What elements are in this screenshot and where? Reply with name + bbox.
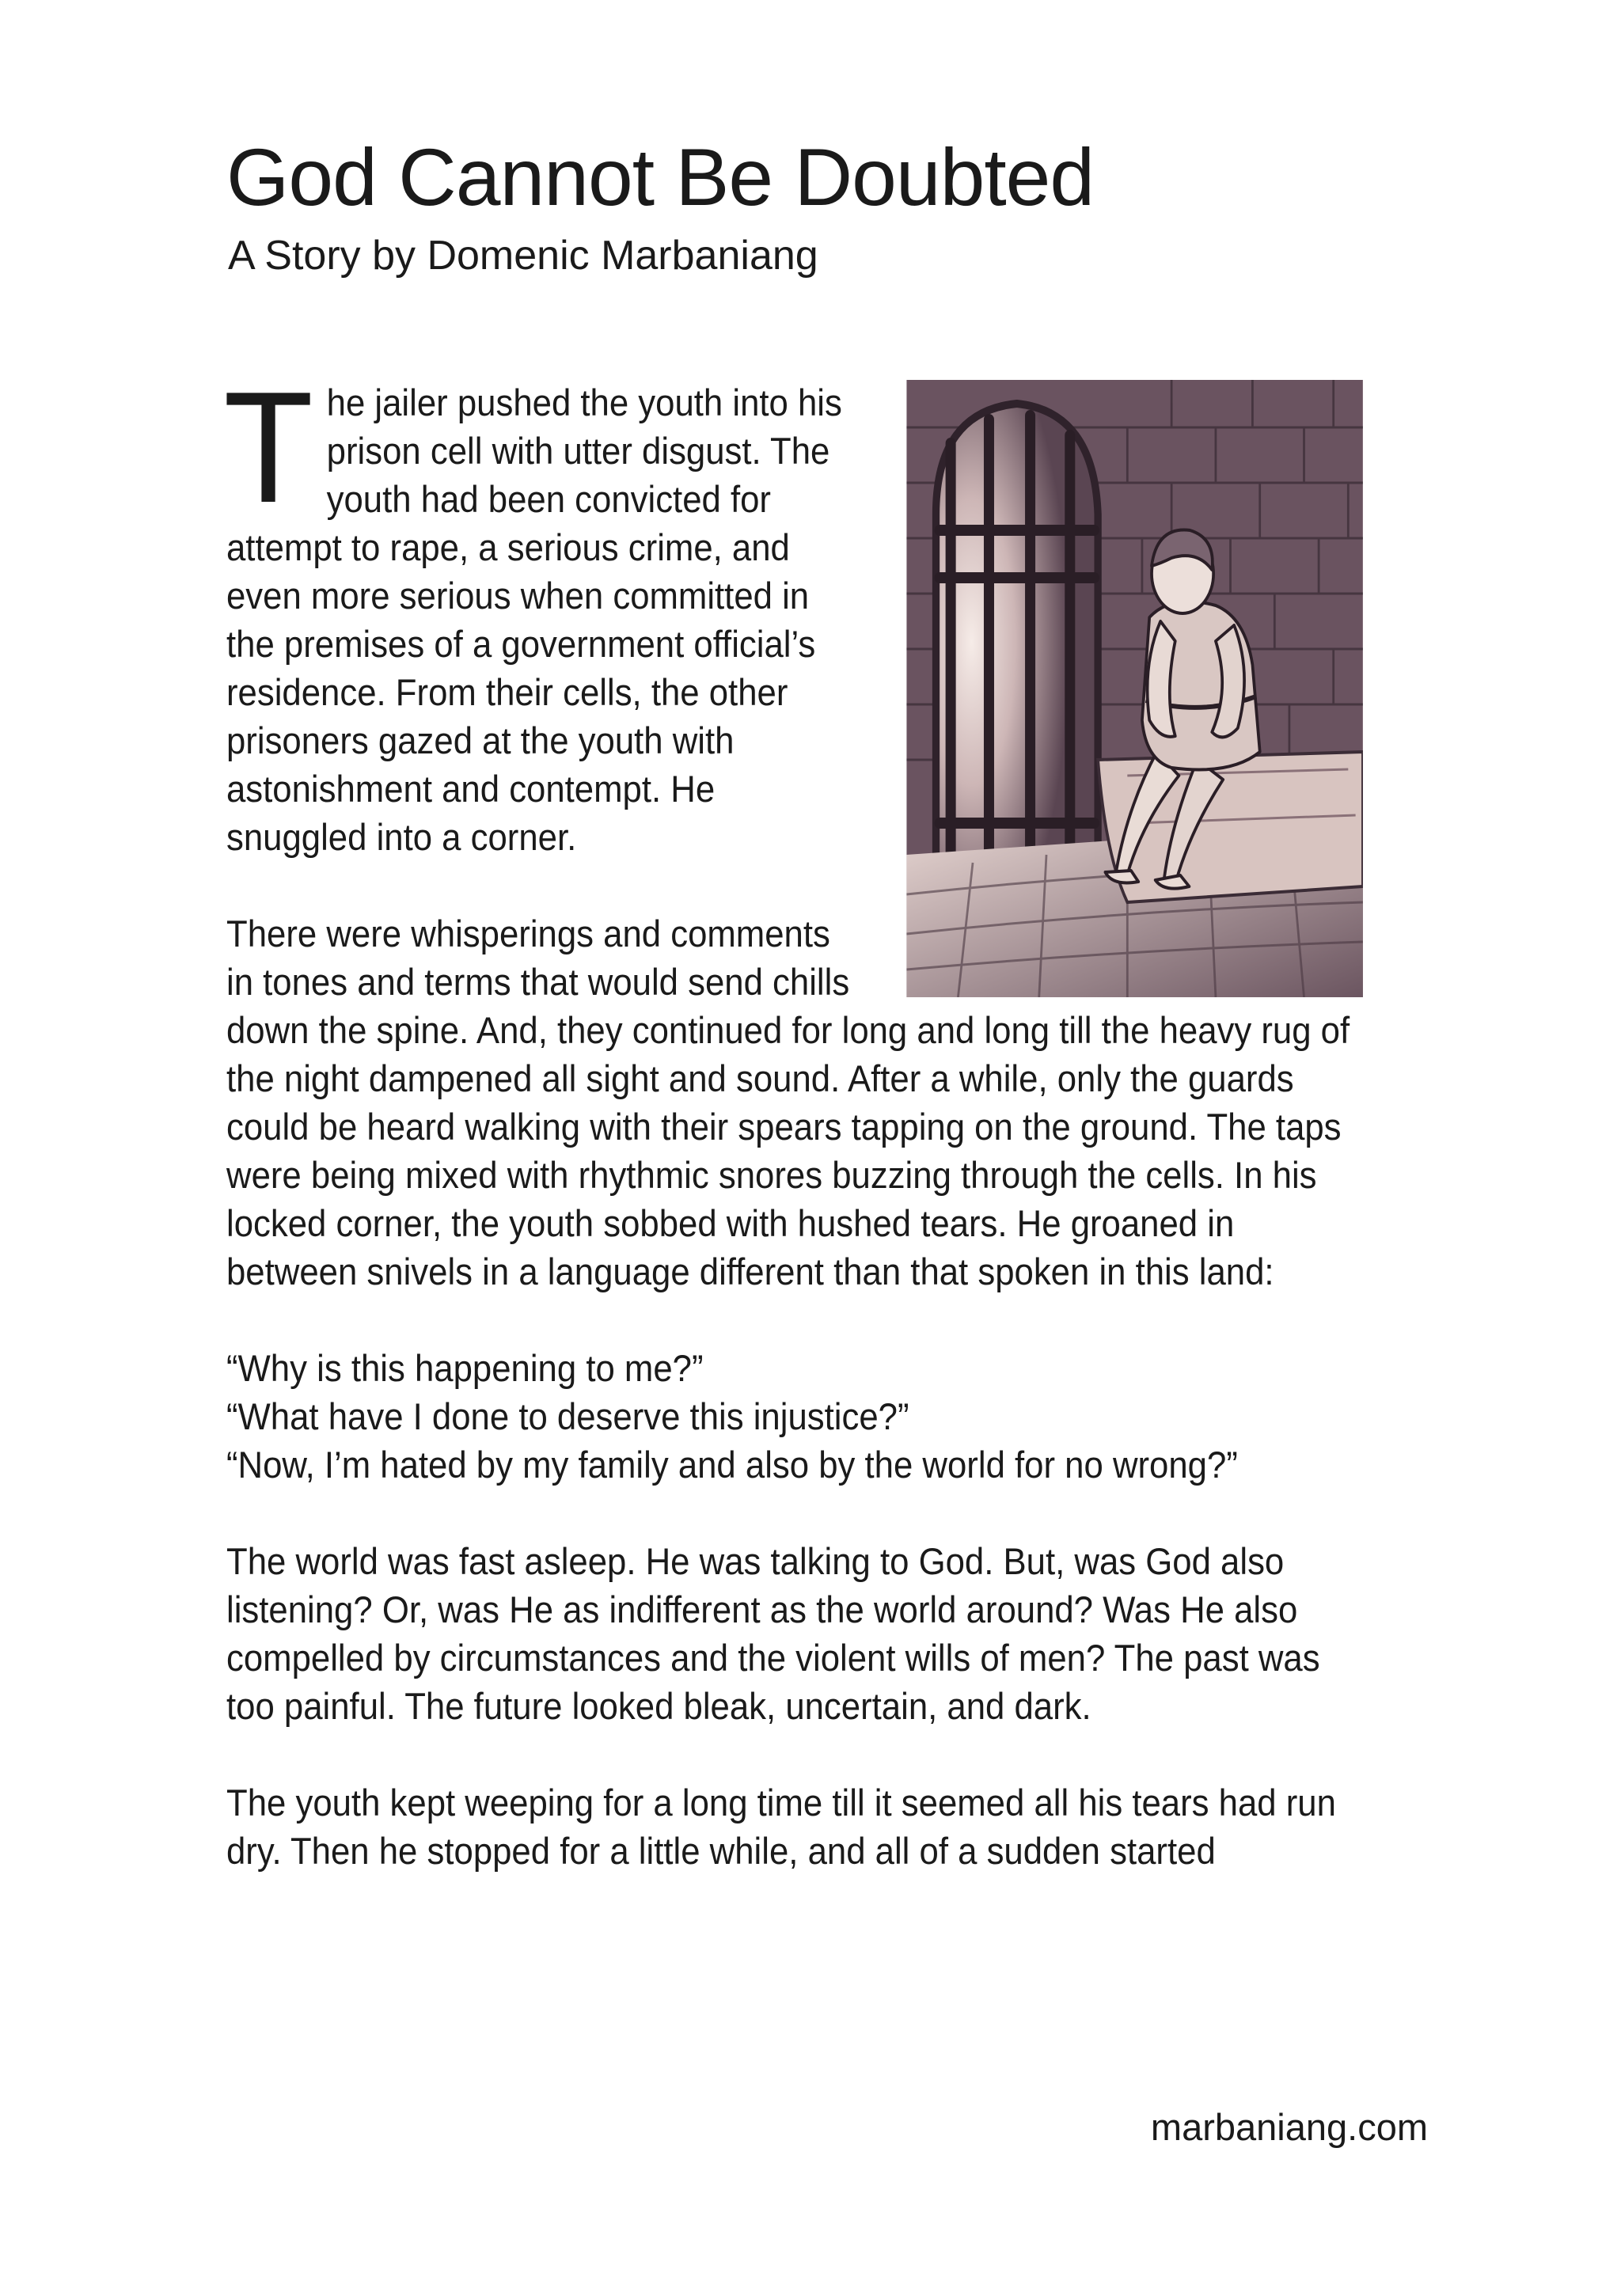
- prisoner-illustration: [874, 380, 1363, 997]
- paragraph-2: There were whisperings and comments in tones and terms that would send chills down the spine. And, they continued for long and long till the heavy rug of the night dampened all sight and sound. After a while, only the guards could be heard walking with their spears tapping on the ground. The taps were being mixed with rhythmic snores buzzing through the cells. In his locked corner, the youth sobbed with hushed tears. He groaned in between snivels in a language different than that spoken in this land:: [226, 913, 1350, 1292]
- quote-block: [226, 1344, 1353, 1489]
- quote-line-2: “What have I done to deserve this injustice?”: [226, 1395, 909, 1437]
- footer-website: marbaniang.com: [1150, 2106, 1428, 2148]
- drop-cap-letter: T: [223, 359, 313, 536]
- paragraph-3: The world was fast asleep. He was talking to God. But, was God also listening? Or, was He as indifferent as the world around? Was He also compelled by circumstances and the violent wills of men? The past was too painful. The future looked bleak, uncertain, and dark.: [226, 1540, 1320, 1727]
- story-title: God Cannot Be Doubted: [226, 132, 1095, 222]
- prisoner-in-cell-illustration: [906, 380, 1363, 997]
- paragraph-1-text: he jailer pushed the youth into his prison cell with utter disgust. The youth had been convicted for attempt to rape, a serious crime, and even more serious when committed in the premises of a government official’s residence. From their cells, the other prisoners gazed at the youth with astonishment and contempt. He snuggled into a corner.: [226, 381, 842, 858]
- story-byline: A Story by Domenic Marbaniang: [228, 233, 818, 279]
- quote-line-1: “Why is this happening to me?”: [226, 1347, 704, 1389]
- story-body: [223, 359, 1353, 1923]
- quote-line-3: “Now, I’m hated by my family and also by the world for no wrong?”: [226, 1444, 1238, 1486]
- paragraph-4: The youth kept weeping for a long time till it seemed all his tears had run dry. Then he stopped for a little while, and all of a sudden started: [226, 1782, 1336, 1872]
